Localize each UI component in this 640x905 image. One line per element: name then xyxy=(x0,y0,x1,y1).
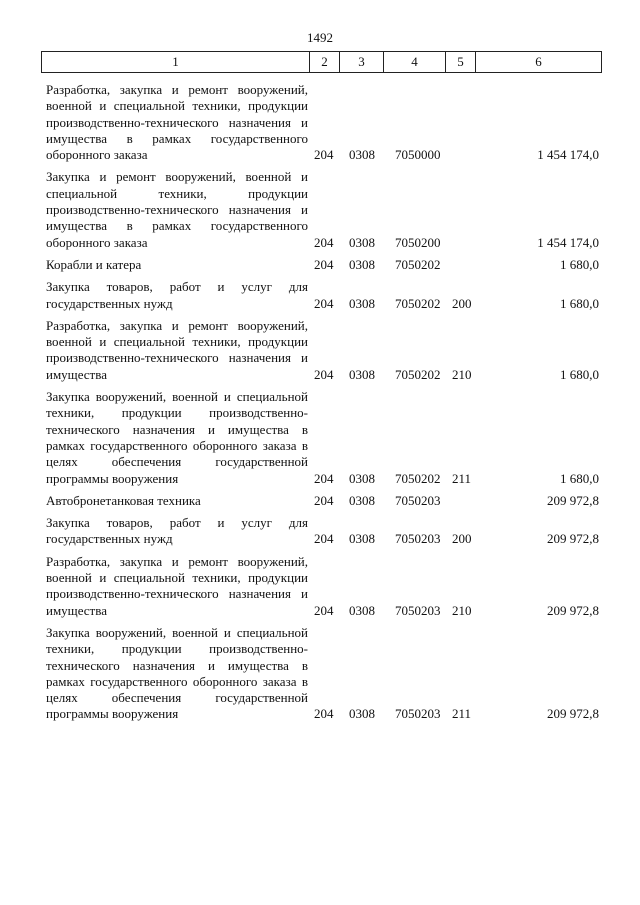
row-col3: 0308 xyxy=(349,295,375,311)
row-col4: 7050200 xyxy=(395,234,441,250)
row-col6: 209 972,8 xyxy=(547,531,599,547)
row-name: Закупка товаров, работ и услуг для государственных нужд xyxy=(46,515,308,547)
row-col4: 7050203 xyxy=(395,492,441,508)
row-col2: 204 xyxy=(314,602,334,618)
row-col4: 7050202 xyxy=(395,256,441,272)
row-name: Закупка товаров, работ и услуг для государственных нужд xyxy=(46,279,308,311)
row-col2: 204 xyxy=(314,706,334,722)
column-header-6: 6 xyxy=(476,52,602,73)
table-row xyxy=(0,389,640,487)
table-row xyxy=(0,279,640,312)
column-header-5: 5 xyxy=(446,52,476,73)
row-col2: 204 xyxy=(314,470,334,486)
row-col3: 0308 xyxy=(349,602,375,618)
table-row xyxy=(0,82,640,163)
row-col5: 200 xyxy=(452,531,472,547)
row-col2: 204 xyxy=(314,366,334,382)
table-row xyxy=(0,257,640,273)
row-name: Разработка, закупка и ремонт вооружений, военной и специальной техники, продукции производственно-технического назначения и имущества xyxy=(46,317,308,382)
row-col3: 0308 xyxy=(349,366,375,382)
row-col6: 209 972,8 xyxy=(547,602,599,618)
row-col5: 200 xyxy=(452,295,472,311)
table-row xyxy=(0,515,640,548)
budget-rows xyxy=(0,82,640,723)
row-col6: 209 972,8 xyxy=(547,706,599,722)
row-col3: 0308 xyxy=(349,147,375,163)
row-col3: 0308 xyxy=(349,706,375,722)
row-col2: 204 xyxy=(314,531,334,547)
row-name: Закупка вооружений, военной и специальной техники, продукции производственно-технического назначения и имущества в рамках государственного оборонного заказа в целях обеспечения государственной программы вооружения xyxy=(46,624,308,722)
row-name: Разработка, закупка и ремонт вооружений, военной и специальной техники, продукции производственно-технического назначения и имущества xyxy=(46,553,308,618)
row-col2: 204 xyxy=(314,147,334,163)
row-col4: 7050203 xyxy=(395,602,441,618)
row-col6: 1 454 174,0 xyxy=(537,234,599,250)
column-header-4: 4 xyxy=(384,52,446,73)
row-col4: 7050202 xyxy=(395,470,441,486)
row-col6: 1 680,0 xyxy=(560,256,599,272)
row-col3: 0308 xyxy=(349,531,375,547)
column-header-row xyxy=(42,52,602,73)
table-row xyxy=(0,169,640,250)
row-col6: 1 680,0 xyxy=(560,295,599,311)
row-col3: 0308 xyxy=(349,234,375,250)
row-name: Разработка, закупка и ремонт вооружений, военной и специальной техники, продукции производственно-технического назначения и имущества в рамках государственного оборонного заказа xyxy=(46,82,308,163)
row-col5: 211 xyxy=(452,470,472,486)
row-col6: 209 972,8 xyxy=(547,492,599,508)
row-name: Корабли и катера xyxy=(46,256,142,272)
row-name: Автобронетанковая техника xyxy=(46,492,201,508)
row-col4: 7050202 xyxy=(395,366,441,382)
row-col4: 7050000 xyxy=(395,147,441,163)
row-col2: 204 xyxy=(314,295,334,311)
page-number: 1492 xyxy=(307,30,333,45)
row-col3: 0308 xyxy=(349,256,375,272)
row-col4: 7050202 xyxy=(395,295,441,311)
row-col4: 7050203 xyxy=(395,531,441,547)
row-col2: 204 xyxy=(314,234,334,250)
row-col2: 204 xyxy=(314,256,334,272)
row-col2: 204 xyxy=(314,492,334,508)
row-col6: 1 680,0 xyxy=(560,470,599,486)
row-col3: 0308 xyxy=(349,470,375,486)
row-col5: 210 xyxy=(452,602,472,618)
table-row xyxy=(0,625,640,723)
column-header-1: 1 xyxy=(42,52,310,73)
column-header-2: 2 xyxy=(310,52,340,73)
row-col3: 0308 xyxy=(349,492,375,508)
row-col6: 1 454 174,0 xyxy=(537,147,599,163)
column-header-table xyxy=(41,51,602,73)
row-name: Закупка вооружений, военной и специальной техники, продукции производственно-технического назначения и имущества в рамках государственного оборонного заказа в целях обеспечения государственной программы вооружения xyxy=(46,389,308,486)
table-row xyxy=(0,493,640,509)
row-col4: 7050203 xyxy=(395,706,441,722)
row-col5: 210 xyxy=(452,366,472,382)
row-col5: 211 xyxy=(452,706,472,722)
row-col6: 1 680,0 xyxy=(560,366,599,382)
table-row xyxy=(0,554,640,619)
table-row xyxy=(0,318,640,383)
row-name: Закупка и ремонт вооружений, военной и специальной техники, продукции производственно-технического назначения и имущества в рамках государственного оборонного заказа xyxy=(46,169,308,250)
column-header-3: 3 xyxy=(340,52,384,73)
